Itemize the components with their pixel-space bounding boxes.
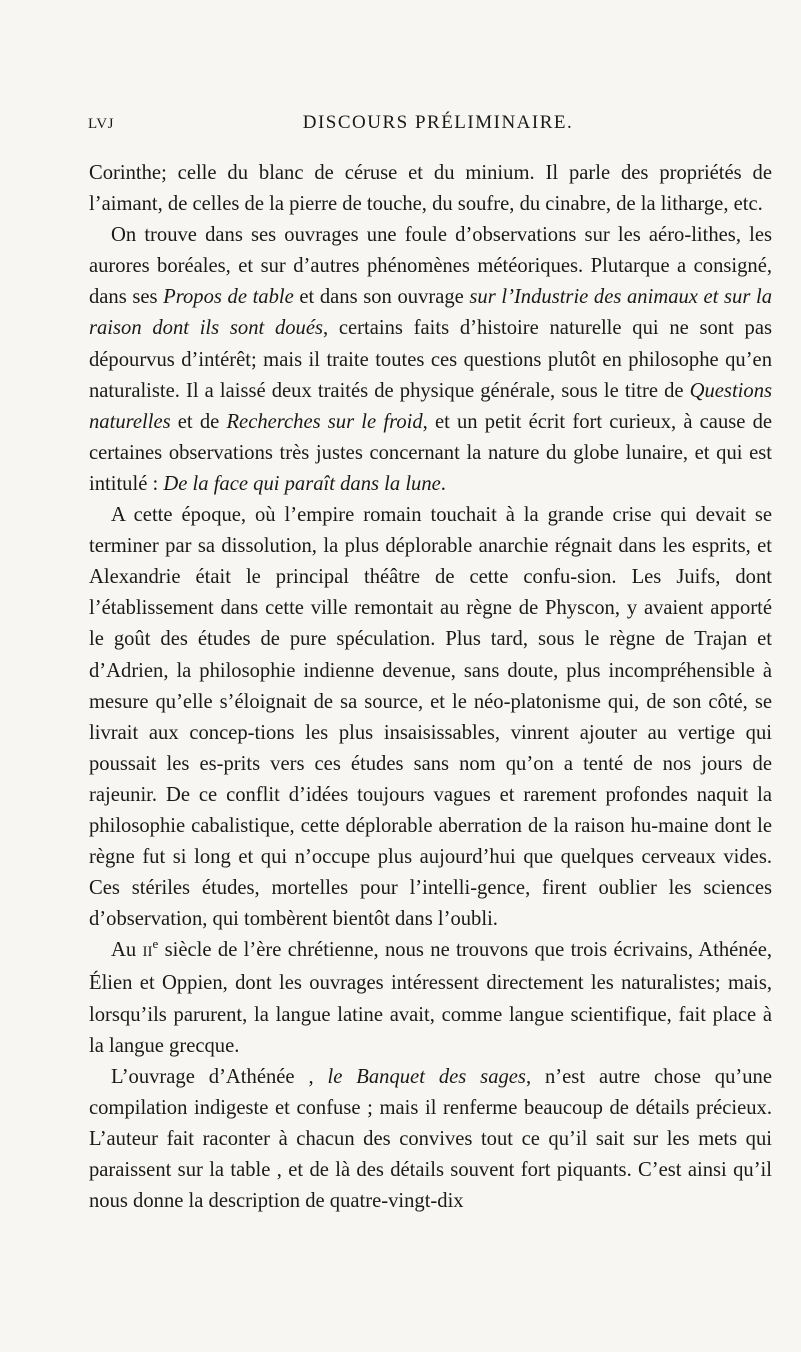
paragraph-p5 xyxy=(89,1062,772,1217)
page-header xyxy=(88,112,768,142)
running-title: DISCOURS PRÉLIMINAIRE. xyxy=(302,112,574,133)
italic-title: sur l’Industrie des animaux et sur la raison dont ils sont doués xyxy=(89,286,772,340)
text-run: siècle de l’ère chrétienne, nous ne trouvons que trois écrivains, Athénée, Élien et Oppien, dont les ouvrages intéressent directement les naturalistes; mais, lorsqu’ils parurent, la langue latine avait, comme langue scientifique, fait place à la langue grecque. xyxy=(89,939,772,1057)
paragraph-p4 xyxy=(89,935,772,1061)
text-run: , et un petit écrit fort curieux, à cause de certaines observations très justes concernant la nature du globe lunaire, et qui est intitulé : xyxy=(89,410,773,495)
paragraph-p2 xyxy=(89,220,772,500)
body-text xyxy=(89,158,772,1217)
text-run: Au xyxy=(111,939,143,962)
text-run: On trouve dans ses ouvrages une foule d’observations sur les aéro-lithes, les aurores boréales, et sur d’autres phénomènes météoriques. Plutarque a consigné, dans ses xyxy=(89,224,772,309)
text-run: , certains faits d’histoire naturelle qui ne sont pas dépourvus d’intérêt; mais il traite toutes ces questions plutôt en philosophe qu’en naturaliste. Il a laissé deux traités de physique générale, sous le titre de xyxy=(89,317,772,402)
paragraph-p1 xyxy=(89,158,772,220)
text-run: L’ouvrage d’Athénée , xyxy=(111,1065,328,1088)
page-number: LVJ xyxy=(88,116,114,132)
text-run: A cette époque, où l’empire romain touchait à la grande crise qui devait se terminer par sa dissolution, la plus déplorable anarchie régnait dans les esprits, et Alexandrie était le principal théâtre de cette confu-sion. Les Juifs, dont l’établissement dans cette ville remontait au règne de Physcon, y avaient apporté le goût des études de pure spéculation. Plus tard, sous le règne de Trajan et d’Adrien, la philosophie indienne devenue, sans doute, plus incompréhensible à mesure qu’elle s’éloignait de sa source, et le néo-platonisme qui, de son côté, se livrait aux concep-tions les plus insaisissables, vinrent ajouter au vertige qui poussait les es-prits vers ces études sans nom qu’on a tenté de nos jours de rajeunir. De ce conflit d’idées toujours vagues et rarement profondes naquit la philosophie cabalistique, cette déplorable aberration de la raison hu-maine dont le règne fut si long et qui n’occupe plus aujourd’hui que quelques cerveaux vides. Ces stériles études, mortelles pour l’intelli-gence, firent oublier les sciences d’observation, qui tombèrent bientôt dans l’oubli. xyxy=(89,504,772,931)
text-run: . xyxy=(440,472,446,495)
text-run: , n’est autre chose qu’une compilation indigeste et confuse ; mais il renferme beaucoup de détails précieux. L’auteur fait raconter à chacun des convives tout ce qu’il sait sur les mets qui paraissent sur la table , et de là des détails souvent fort piquants. C’est ainsi qu’il nous donne la description de quatre-vingt-dix xyxy=(89,1065,772,1213)
paragraph-p3 xyxy=(89,500,772,935)
text-run: et dans son ouvrage xyxy=(293,286,470,309)
italic-title: Questions naturelles xyxy=(89,379,772,433)
text-run: II xyxy=(142,944,153,961)
text-run: Corinthe; celle du blanc de céruse et du minium. Il parle des propriétés de l’aimant, de celles de la pierre de touche, du soufre, du cinabre, de la litharge, etc. xyxy=(89,162,772,216)
italic-title: Recherches sur le froid xyxy=(226,410,423,433)
italic-title: Propos de table xyxy=(163,286,294,309)
italic-title: De la face qui paraît dans la lune xyxy=(163,472,441,495)
superscript: e xyxy=(152,936,159,952)
italic-title: le Banquet des sages xyxy=(327,1065,526,1088)
text-run: et de xyxy=(170,410,227,433)
